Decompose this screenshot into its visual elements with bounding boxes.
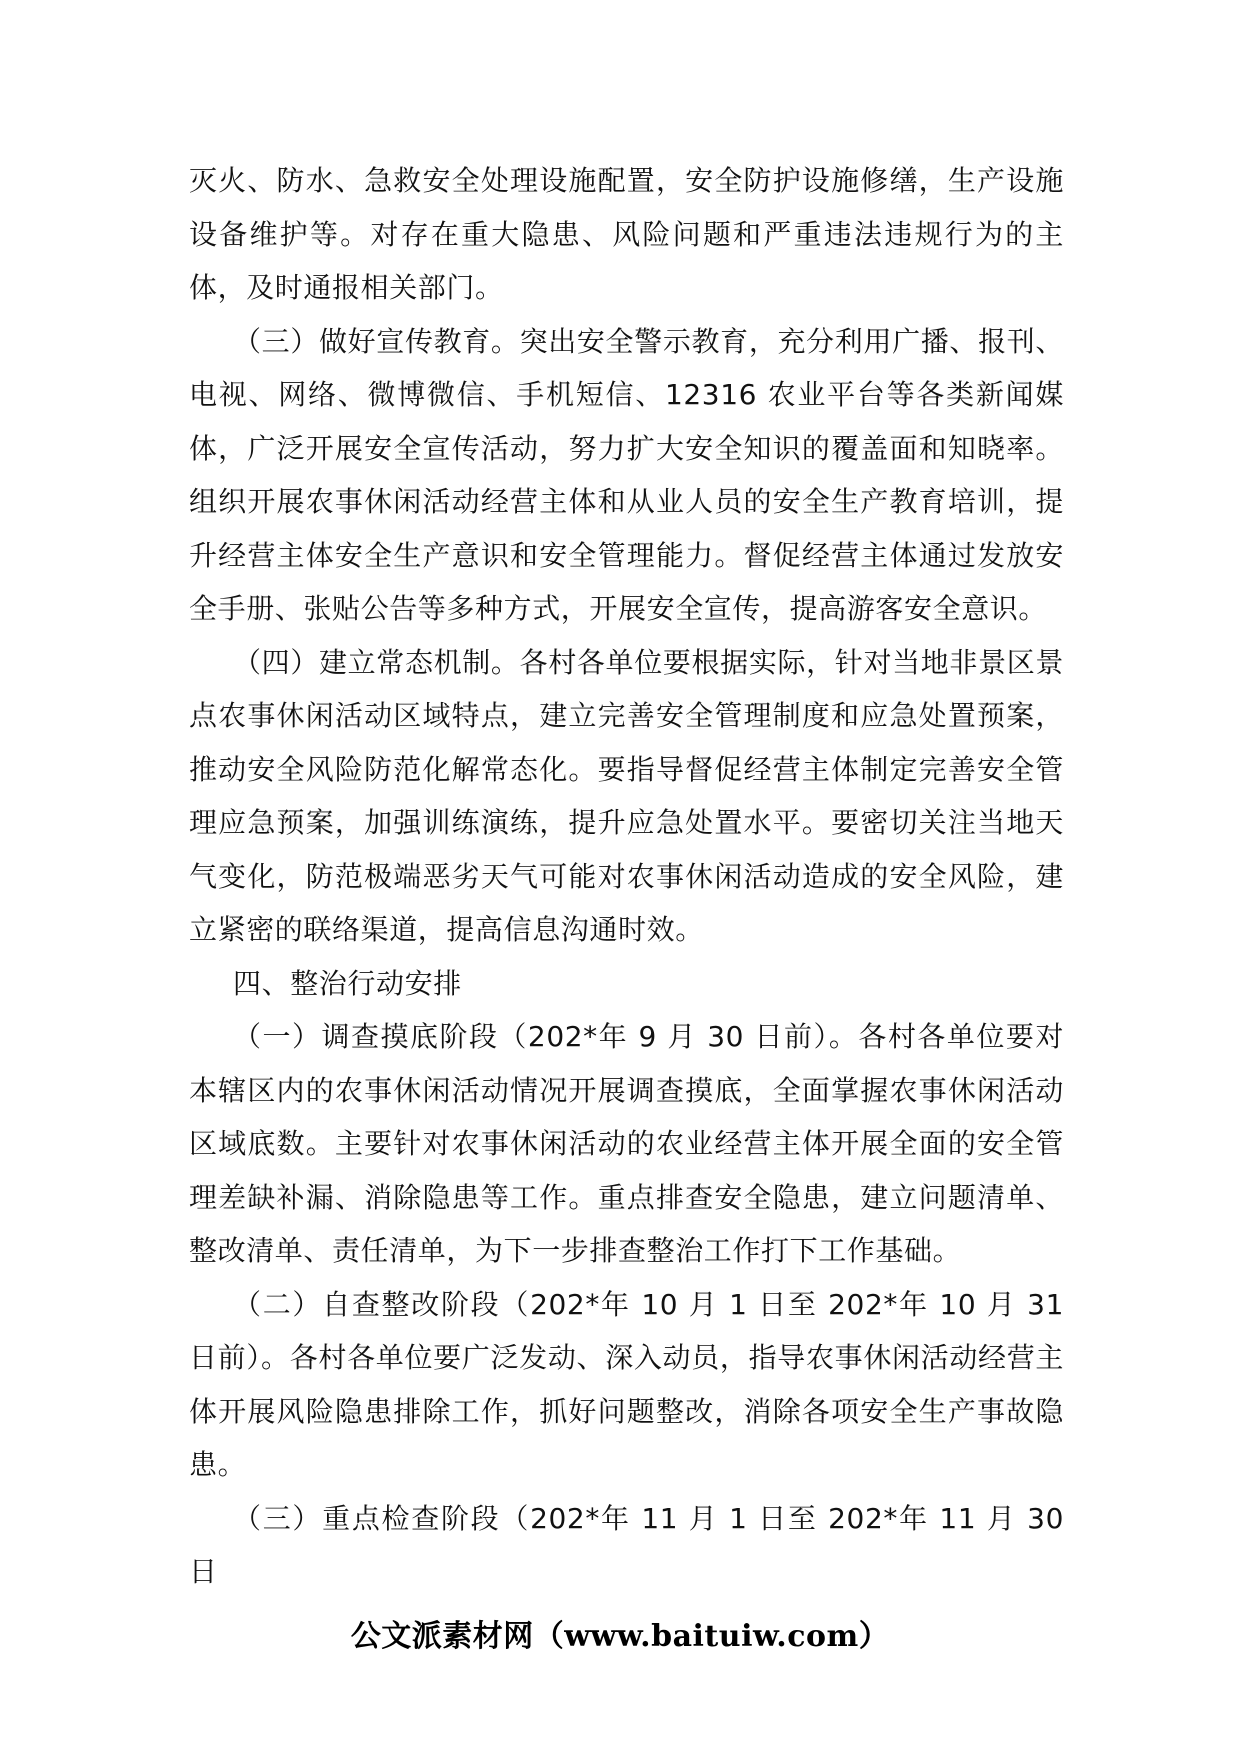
paragraph-continuation: 灭火、防水、急救安全处理设施配置，安全防护设施修缮，生产设施设备维护等。对存在重大隐患、风险问题和严重违法违规行为的主体，及时通报相关部门。 bbox=[189, 164, 1064, 304]
paragraph-publicity-education: （三）做好宣传教育。突出安全警示教育，充分利用广播、报刊、电视、网络、微博微信、手机短信、12316 农业平台等各类新闻媒体，广泛开展安全宣传活动，努力扩大安全知识的覆盖面和知晓率。组织开展农事休闲活动经营主体和从业人员的安全生产教育培训，提升经营主体安全生产意识和安全管理能力。督促经营主体通过发放安全手册、张贴公告等多种方式，开展安全宣传，提高游客安全意识。 bbox=[189, 324, 1064, 625]
document-body bbox=[189, 154, 1064, 1599]
footer-watermark: 公文派素材网（www.baituiw.com） bbox=[350, 1619, 890, 1654]
paragraph-survey-stage: （一）调查摸底阶段（202*年 9 月 30 日前）。各村各单位要对本辖区内的农事休闲活动情况开展调查摸底，全面掌握农事休闲活动区域底数。主要针对农事休闲活动的农业经营主体开展全面的安全管理差缺补漏、消除隐患等工作。重点排查安全隐患，建立问题清单、整改清单、责任清单，为下一步排查整治工作打下工作基础。 bbox=[189, 1020, 1064, 1267]
paragraph-key-inspection-stage: （三）重点检查阶段（202*年 11 月 1 日至 202*年 11 月 30 日 bbox=[189, 1501, 1064, 1588]
paragraph-normal-mechanism: （四）建立常态机制。各村各单位要根据实际，针对当地非景区景点农事休闲活动区域特点，建立完善安全管理制度和应急处置预案，推动安全风险防范化解常态化。要指导督促经营主体制定完善安全管理应急预案，加强训练演练，提升应急处置水平。要密切关注当地天气变化，防范极端恶劣天气可能对农事休闲活动造成的安全风险，建立紧密的联络渠道，提高信息沟通时效。 bbox=[189, 645, 1064, 946]
section-heading-action-arrangement: 四、整治行动安排 bbox=[233, 966, 462, 1000]
paragraph-self-inspection-stage: （二）自查整改阶段（202*年 10 月 1 日至 202*年 10 月 31 日前）。各村各单位要广泛发动、深入动员，指导农事休闲活动经营主体开展风险隐患排除工作，抓好问题整改，消除各项安全生产事故隐患。 bbox=[189, 1287, 1064, 1481]
